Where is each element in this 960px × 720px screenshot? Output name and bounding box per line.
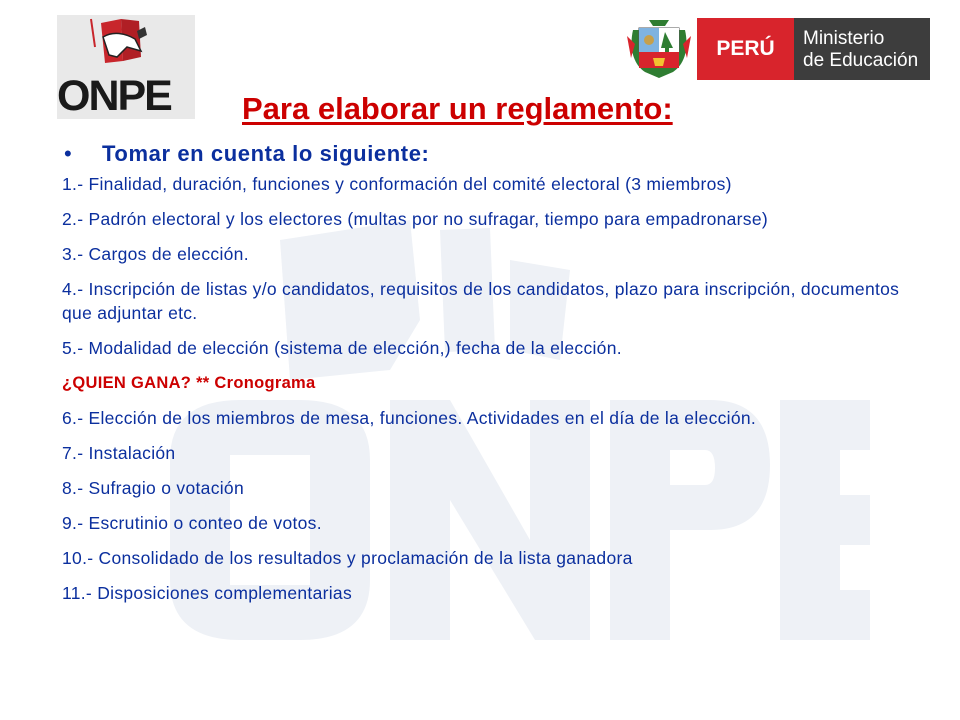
list-item: 6.- Elección de los miembros de mesa, funciones. Actividades en el día de la elección.: [62, 408, 757, 428]
list-item: 2.- Padrón electoral y los electores (multas por no sufragar, tiempo para empadronarse): [62, 209, 769, 229]
ministry-label: [794, 18, 930, 80]
bullet-heading: [62, 136, 930, 172]
list-item: 11.- Disposiciones complementarias: [62, 583, 352, 603]
peru-label: PERÚ: [697, 18, 794, 80]
bullet-dot-icon: •: [64, 141, 72, 166]
bullet-heading-text: Tomar en cuenta lo siguiente:: [102, 141, 430, 166]
ballot-hand-icon: [61, 17, 191, 77]
list-item: 8.- Sufragio o votación: [62, 478, 245, 498]
onpe-logo: [55, 15, 200, 120]
list-item: 3.- Cargos de elección.: [62, 244, 249, 264]
requirements-list: [62, 172, 930, 605]
list-item: 1.- Finalidad, duración, funciones y conformación del comité electoral (3 miembros): [62, 174, 732, 194]
list-item: 9.- Escrutinio o conteo de votos.: [62, 513, 322, 533]
slide-content: [62, 136, 930, 616]
peru-coat-of-arms-icon: [625, 18, 693, 80]
ministry-line-2: de Educación: [803, 50, 919, 71]
onpe-logo-text: ONPE: [57, 72, 171, 120]
peru-ministry-logo: [625, 18, 930, 80]
list-item: 7.- Instalación: [62, 443, 176, 463]
list-item: 4.- Inscripción de listas y/o candidatos, requisitos de los candidatos, plazo para inscripción, documentos que adjuntar etc.: [62, 279, 900, 323]
highlight-item: ¿QUIEN GANA? ** Cronograma: [62, 374, 316, 392]
list-item: 5.- Modalidad de elección (sistema de elección,) fecha de la elección.: [62, 338, 622, 358]
slide-title: Para elaborar un reglamento:: [242, 91, 673, 126]
list-item: 10.- Consolidado de los resultados y proclamación de la lista ganadora: [62, 548, 633, 568]
ministry-line-1: Ministerio: [803, 28, 885, 49]
